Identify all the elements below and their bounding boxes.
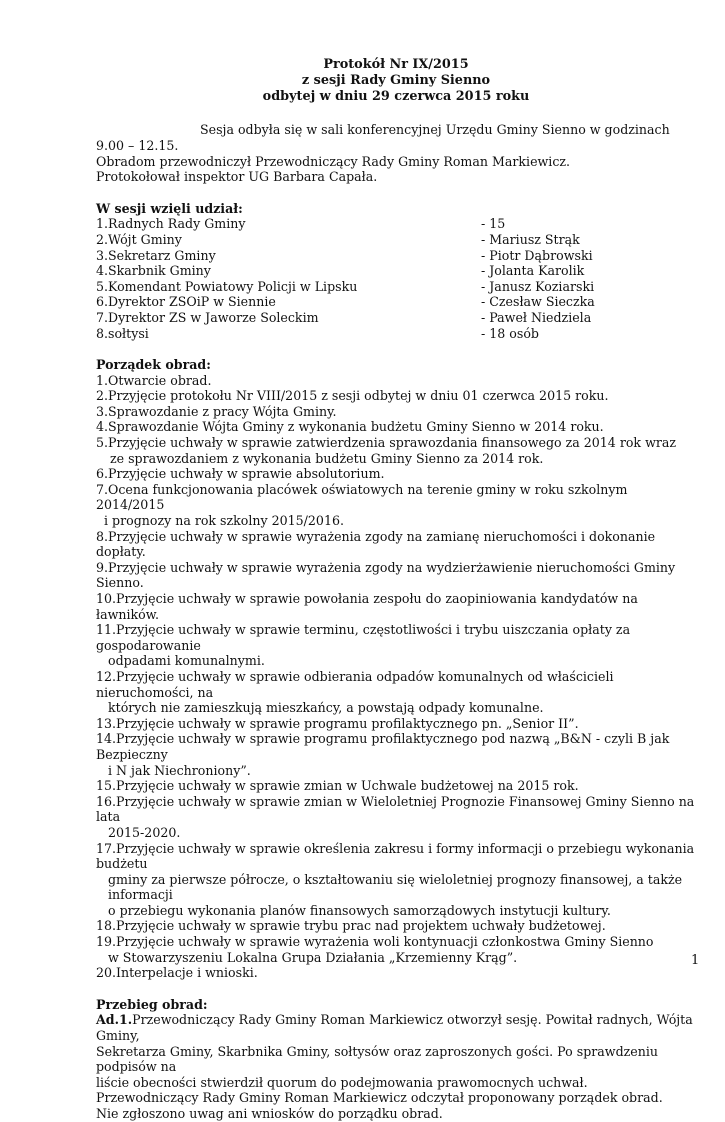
document-title [96, 57, 696, 104]
attendance-list [96, 216, 696, 341]
agenda-item-continuation: i prognozy na rok szkolny 2015/2016. [104, 513, 344, 529]
agenda-item [96, 591, 696, 622]
attendance-person: - 15 [481, 216, 506, 232]
agenda-item-text: 18.Przyjęcie uchwały w sprawie trybu prac nad projektem uchwały budżetowej. [96, 918, 606, 934]
attendance-person: - Janusz Koziarski [481, 278, 595, 294]
agenda-item-text: 14.Przyjęcie uchwały w sprawie programu profilaktycznego pod nazwą „B&N - czyli B jak Bezpieczny [96, 731, 670, 762]
agenda-item-text: 17.Przyjęcie uchwały w sprawie określenia zakresu i formy informacji o przebiegu wykonania budżetu [96, 840, 695, 872]
agenda-item [96, 466, 696, 482]
agenda-list [96, 373, 696, 981]
agenda-item-text: 12.Przyjęcie uchwały w sprawie odbierania odpadów komunalnych od właścicieli nieruchomości, na [96, 668, 614, 700]
agenda-item-text: 16.Przyjęcie uchwały w sprawie zmian w Wieloletniej Prognozie Finansowej Gminy Sienno na lata [96, 793, 695, 825]
attendance-person: - Paweł Niedziela [481, 309, 592, 325]
agenda-item [96, 435, 696, 466]
agenda-item-continuation: 2015-2020. [108, 824, 181, 840]
agenda-item-continuation: gminy za pierwsze półrocze, o kształtowaniu się wieloletniej prognozy finansowej, a także informacji [108, 871, 683, 903]
agenda-item [96, 560, 696, 591]
agenda-item-text: 15.Przyjęcie uchwały w sprawie zmian w Uchwale budżetowej na 2015 rok. [96, 778, 579, 794]
agenda-heading: Porządek obrad: [96, 357, 211, 373]
agenda-item-text: 3.Sprawozdanie z pracy Wójta Gminy. [96, 403, 337, 419]
agenda-item-text: 20.Interpelacje i wnioski. [96, 965, 258, 981]
agenda-item [96, 669, 696, 716]
agenda-item-continuation: w Stowarzyszeniu Lokalna Grupa Działania „Krzemienny Krąg”. [108, 949, 518, 965]
agenda-item-continuation: ze sprawozdaniem z wykonania budżetu Gminy Sienno za 2014 rok. [110, 450, 544, 466]
attendance-row [96, 326, 696, 342]
agenda-item [96, 373, 696, 389]
agenda-item [96, 404, 696, 420]
proceedings-line: Nie zgłoszono uwag ani wniosków do porządku obrad. [96, 1106, 443, 1122]
agenda-item-continuation: o przebiegu wykonania planów finansowych samorządowych instytucji kultury. [108, 902, 611, 918]
attendance-row [96, 263, 696, 279]
intro-line: Protokołował inspektor UG Barbara Capała. [96, 169, 378, 185]
attendance-role: 4.Skarbnik Gminy [96, 263, 211, 279]
agenda-item-text: 4.Sprawozdanie Wójta Gminy z wykonania budżetu Gminy Sienno w 2014 roku. [96, 419, 604, 435]
agenda-item [96, 419, 696, 435]
agenda-item [96, 731, 696, 778]
attendance-role: 5.Komendant Powiatowy Policji w Lipsku [96, 278, 358, 294]
attendance-role: 8.sołtysi [96, 325, 149, 341]
proceedings-line: Sekretarza Gminy, Skarbnika Gminy, sołtysów oraz zaproszonych gości. Po sprawdzeniu podpisów na [96, 1043, 658, 1075]
attendance-person: - Czesław Sieczka [481, 294, 595, 310]
attendance-row [96, 310, 696, 326]
agenda-item-continuation: i N jak Niechroniony”. [108, 762, 251, 778]
agenda-item [96, 841, 696, 919]
title-line: odbytej w dniu 29 czerwca 2015 roku [262, 88, 530, 104]
document-page [96, 57, 696, 1122]
attendance-role: 6.Dyrektor ZSOiP w Siennie [96, 294, 276, 310]
agenda-item-continuation: których nie zamieszkują mieszkańcy, a powstają odpady komunalne. [108, 700, 544, 716]
agenda-item-text: 7.Ocena funkcjonowania placówek oświatowych na terenie gminy w roku szkolnym 2014/2015 [96, 481, 628, 513]
agenda-item [96, 529, 696, 560]
attendance-heading: W sesji wzięli udział: [96, 200, 243, 216]
proceedings-line: liście obecności stwierdził quorum do podejmowania prawomocnych uchwał. [96, 1074, 588, 1090]
proceedings-line: Przewodniczący Rady Gminy Roman Markiewicz odczytał proponowany porządek obrad. [96, 1090, 663, 1106]
proceedings-heading: Przebieg obrad: [96, 996, 208, 1012]
attendance-row [96, 279, 696, 295]
attendance-person: - Jolanta Karolik [481, 263, 585, 279]
agenda-item-text: 5.Przyjęcie uchwały w sprawie zatwierdzenia sprawozdania finansowego za 2014 rok wraz [96, 435, 677, 451]
intro-line: Obradom przewodniczył Przewodniczący Rady Gminy Roman Markiewicz. [96, 153, 571, 169]
title-line: Protokół Nr IX/2015 [323, 57, 469, 72]
title-line: z sesji Rady Gminy Sienno [301, 72, 491, 88]
attendance-person: - Piotr Dąbrowski [481, 247, 593, 263]
agenda-item [96, 778, 696, 794]
attendance-role: 2.Wójt Gminy [96, 231, 182, 247]
agenda-item-continuation: odpadami komunalnymi. [108, 653, 265, 669]
agenda-item-text: 6.Przyjęcie uchwały w sprawie absolutorium. [96, 466, 385, 482]
agenda-item-text: 9.Przyjęcie uchwały w sprawie wyrażenia zgody na wydzierżawienie nieruchomości Gminy Sienno. [96, 559, 676, 591]
agenda-item-text: 8.Przyjęcie uchwały w sprawie wyrażenia zgody na zamianę nieruchomości i dokonanie dopłaty. [96, 528, 656, 560]
ad-label: Ad.1. [96, 1012, 133, 1028]
intro-paragraph [96, 122, 696, 184]
attendance-row [96, 232, 696, 248]
attendance-role: 3.Sekretarz Gminy [96, 247, 216, 263]
proceedings-text: Przewodniczący Rady Gminy Roman Markiewicz otworzył sesję. Powitał radnych, Wójta Gminy, [96, 1012, 693, 1044]
agenda-item-text: 19.Przyjęcie uchwały w sprawie wyrażenia woli kontynuacji członkostwa Gminy Sienno [96, 934, 654, 950]
attendance-person: - 18 osób [481, 325, 539, 341]
attendance-row [96, 248, 696, 264]
agenda-item-text: 13.Przyjęcie uchwały w sprawie programu profilaktycznego pn. „Senior II”. [96, 715, 579, 731]
attendance-role: 1.Radnych Rady Gminy [96, 216, 246, 232]
attendance-person: - Mariusz Strąk [481, 231, 580, 247]
agenda-item-text: 1.Otwarcie obrad. [96, 372, 212, 388]
agenda-item-text: 11.Przyjęcie uchwały w sprawie terminu, częstotliwości i trybu uiszczania opłaty za gospodarowanie [96, 622, 631, 653]
proceedings-line [96, 1012, 696, 1043]
intro-line: Sesja odbyła się w sali konferencyjnej Urzędu Gminy Sienno w godzinach 9.00 – 12.15. [96, 122, 670, 153]
attendance-row [96, 216, 696, 232]
agenda-item [96, 388, 696, 404]
agenda-item [96, 622, 696, 669]
agenda-item [96, 918, 696, 934]
agenda-item [96, 794, 696, 841]
attendance-role: 7.Dyrektor ZS w Jaworze Soleckim [96, 309, 319, 325]
attendance-row [96, 294, 696, 310]
agenda-item-text: 10.Przyjęcie uchwały w sprawie powołania zespołu do zaopiniowania kandydatów na ławników. [96, 591, 638, 622]
agenda-item [96, 934, 696, 965]
page-number: 1 [691, 953, 700, 968]
agenda-item [96, 965, 696, 981]
agenda-item [96, 482, 696, 529]
proceedings-paragraph [96, 1012, 696, 1121]
agenda-item [96, 716, 696, 732]
agenda-item-text: 2.Przyjęcie protokołu Nr VIII/2015 z sesji odbytej w dniu 01 czerwca 2015 roku. [96, 388, 609, 404]
